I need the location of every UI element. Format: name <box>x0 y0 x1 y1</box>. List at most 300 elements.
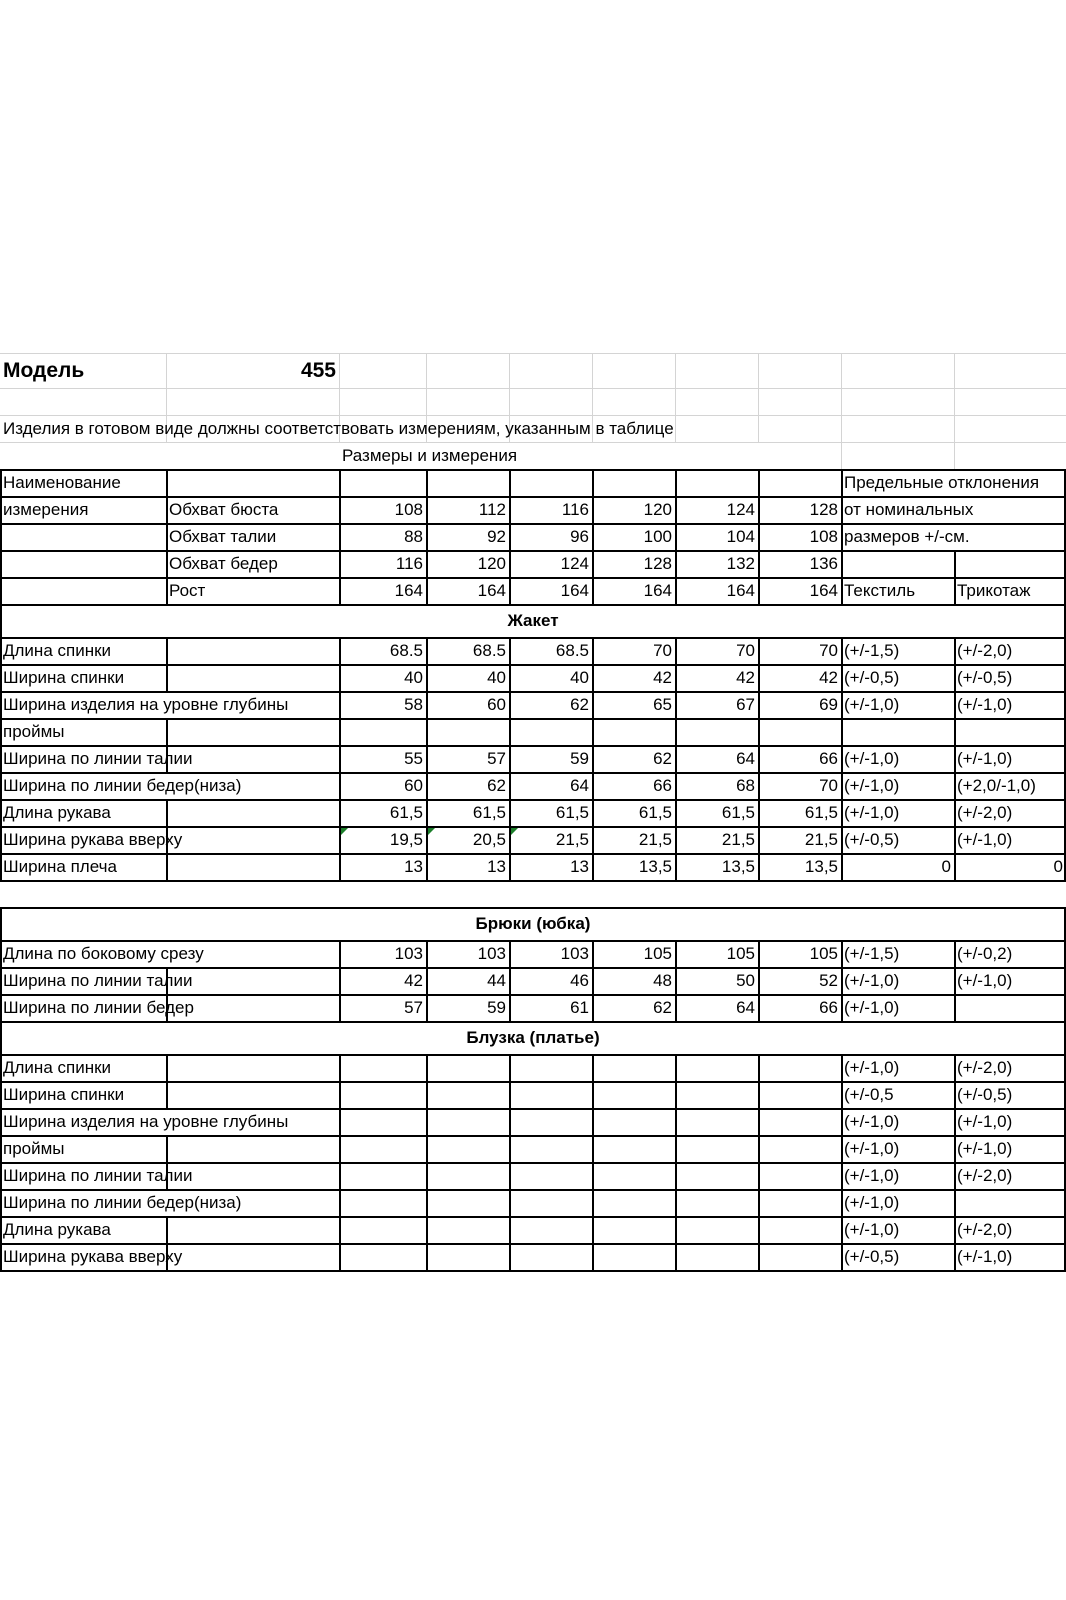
measurement-label: проймы <box>3 1139 65 1158</box>
grid-line <box>758 718 760 745</box>
measurement-value <box>426 718 509 745</box>
measurement-value: 21,5 <box>555 830 589 849</box>
grid-line <box>675 1135 677 1162</box>
grid-line <box>675 994 677 1021</box>
tolerance-knit: (+/-0,5) <box>957 1085 1013 1104</box>
measurement-label: Ширина спинки <box>3 668 125 687</box>
measurement-value <box>339 1108 426 1135</box>
measurement-value <box>592 1243 675 1270</box>
grid-line <box>426 745 428 772</box>
grid-line <box>339 745 341 772</box>
measurement-value: 103 <box>394 944 423 963</box>
tolerance-knit: (+2,0/-1,0) <box>957 776 1036 795</box>
grid-line <box>675 745 677 772</box>
grid-line <box>592 1081 594 1108</box>
tolerance-label-1: Предельные отклонения <box>844 473 1040 492</box>
grid-line <box>509 1108 511 1135</box>
grid-line <box>339 353 340 415</box>
grid-line <box>509 1189 511 1216</box>
tolerance-knit: (+/-1,0) <box>957 695 1013 714</box>
measurement-value: 21,5 <box>638 830 672 849</box>
measurement-value: 105 <box>809 944 838 963</box>
measurement-value: 13 <box>404 857 423 876</box>
grid-line <box>426 940 428 967</box>
measurement-value <box>426 1162 509 1189</box>
measurement-value: 50 <box>736 971 755 990</box>
measurement-value <box>339 1135 426 1162</box>
measurement-value <box>675 1243 758 1270</box>
measurement-value: 42 <box>653 668 672 687</box>
measurement-label: Ширина по линии талии <box>3 1166 193 1185</box>
tolerance-textile: 0 <box>941 857 951 876</box>
grid-line <box>592 967 594 994</box>
grid-line <box>0 880 1066 882</box>
measurement-value: 40 <box>404 668 423 687</box>
grid-line <box>426 1081 428 1108</box>
grid-line <box>426 1054 428 1081</box>
grid-line <box>841 799 843 826</box>
measurement-value <box>675 1189 758 1216</box>
grid-line <box>592 940 594 967</box>
grid-line <box>592 772 594 799</box>
col-knit: Трикотаж <box>957 581 1031 600</box>
tolerance-knit <box>954 1189 1066 1216</box>
grid-line <box>758 1108 760 1135</box>
measurement-value <box>758 1054 841 1081</box>
measurement-value: 60 <box>487 695 506 714</box>
size-value: 128 <box>809 500 838 519</box>
measurement-value <box>426 1081 509 1108</box>
measurement-value <box>675 1216 758 1243</box>
grid-line <box>339 1162 341 1189</box>
grid-line <box>592 1189 594 1216</box>
grid-line <box>509 1054 511 1081</box>
grid-line <box>758 637 760 664</box>
grid-line <box>841 940 843 967</box>
tolerance-knit: (+/-1,0) <box>957 971 1013 990</box>
grid-line <box>592 799 594 826</box>
grid-line <box>592 745 594 772</box>
grid-line <box>675 664 677 691</box>
grid-line <box>592 1216 594 1243</box>
measurement-value: 13 <box>570 857 589 876</box>
measurement-value <box>509 1054 592 1081</box>
grid-line <box>758 967 760 994</box>
grid-line <box>592 637 594 664</box>
measurement-value <box>675 718 758 745</box>
measurement-value: 103 <box>477 944 506 963</box>
measurement-value <box>758 1189 841 1216</box>
measurement-value <box>509 1108 592 1135</box>
measurement-value: 66 <box>819 749 838 768</box>
size-value: 104 <box>726 527 755 546</box>
size-row-label: Обхват талии <box>169 527 277 546</box>
measurement-value: 62 <box>487 776 506 795</box>
grid-line <box>339 940 341 967</box>
size-value: 100 <box>643 527 672 546</box>
measurement-value <box>426 1189 509 1216</box>
measurement-value: 70 <box>819 776 838 795</box>
size-value: 164 <box>809 581 838 600</box>
grid-line <box>841 1243 843 1270</box>
measurement-value: 61,5 <box>555 803 589 822</box>
tolerance-textile: (+/-1,0) <box>844 695 900 714</box>
grid-line <box>675 1081 677 1108</box>
tolerance-textile: (+/-0,5) <box>844 830 900 849</box>
name-label-1: Наименование <box>3 473 121 492</box>
grid-line <box>954 1054 956 1081</box>
measurement-value <box>592 1162 675 1189</box>
measurement-value: 21,5 <box>721 830 755 849</box>
grid-line <box>339 1189 341 1216</box>
grid-line <box>841 1054 843 1081</box>
grid-line <box>509 718 511 745</box>
grid-line <box>954 940 956 967</box>
measurement-label: Ширина по линии талии <box>3 749 193 768</box>
size-row-label: Обхват бедер <box>169 554 278 573</box>
size-value: 92 <box>487 527 506 546</box>
model-number: 455 <box>300 359 336 382</box>
grid-line <box>841 745 843 772</box>
grid-line <box>509 1162 511 1189</box>
section-title: Брюки (юбка) <box>475 914 591 933</box>
grid-line <box>954 1162 956 1189</box>
grid-line <box>758 745 760 772</box>
measurement-value <box>426 1216 509 1243</box>
grid-line <box>509 691 511 718</box>
grid-line <box>339 1054 341 1081</box>
measurement-value <box>675 1162 758 1189</box>
grid-line <box>841 353 842 415</box>
measurement-value: 20,5 <box>472 830 506 849</box>
grid-line <box>0 1270 1066 1272</box>
measurement-value: 42 <box>736 668 755 687</box>
measurement-value <box>592 1189 675 1216</box>
grid-line <box>675 718 677 745</box>
tolerance-textile <box>841 718 954 745</box>
grid-line <box>841 718 843 745</box>
size-value: 164 <box>394 581 423 600</box>
tolerance-knit: (+/-1,0) <box>957 1247 1013 1266</box>
grid-line <box>339 1135 341 1162</box>
measurement-value <box>675 1054 758 1081</box>
measurement-value: 68 <box>736 776 755 795</box>
measurement-value: 60 <box>404 776 423 795</box>
tolerance-textile: (+/-0,5) <box>844 668 900 687</box>
measurement-value: 40 <box>487 668 506 687</box>
grid-line <box>954 826 956 853</box>
grid-line <box>426 1135 428 1162</box>
grid-line <box>675 691 677 718</box>
grid-line <box>954 772 956 799</box>
grid-line <box>758 1243 760 1270</box>
size-value: 96 <box>570 527 589 546</box>
grid-line <box>426 1243 428 1270</box>
grid-line <box>841 772 843 799</box>
tolerance-knit: 0 <box>1053 857 1063 876</box>
size-value: 116 <box>395 554 423 573</box>
measurement-value: 67 <box>736 695 755 714</box>
grid-line <box>339 853 341 880</box>
measurement-value: 13,5 <box>638 857 672 876</box>
grid-line <box>841 442 842 469</box>
grid-line <box>954 637 956 664</box>
tolerance-label-2: от номинальных <box>844 500 974 519</box>
tolerance-textile: (+/-1,0) <box>844 1112 900 1131</box>
grid-line <box>509 637 511 664</box>
size-value: 120 <box>643 500 672 519</box>
measurement-label: Длина рукава <box>3 1220 111 1239</box>
measurement-value: 70 <box>819 641 838 660</box>
grid-line <box>339 994 341 1021</box>
grid-line <box>592 664 594 691</box>
grid-line <box>509 664 511 691</box>
measurement-label: Ширина изделия на уровне глубины <box>3 695 289 714</box>
grid-line <box>339 1108 341 1135</box>
grid-line <box>426 853 428 880</box>
size-value: 124 <box>726 500 755 519</box>
grid-line <box>954 1216 956 1243</box>
measurement-value <box>339 1189 426 1216</box>
size-row-label: Рост <box>169 581 206 600</box>
grid-line <box>339 1081 341 1108</box>
section-title: Блузка (платье) <box>466 1028 600 1047</box>
measurement-value: 66 <box>653 776 672 795</box>
grid-line <box>954 853 956 880</box>
cell-warning-marker <box>511 828 518 835</box>
measurement-value: 65 <box>653 695 672 714</box>
grid-line <box>675 353 676 415</box>
grid-line <box>592 1108 594 1135</box>
measurement-value <box>675 1108 758 1135</box>
measurement-value: 68.5 <box>555 641 589 660</box>
grid-line <box>758 772 760 799</box>
section-title: Жакет <box>507 611 559 630</box>
size-row-label: Обхват бюста <box>169 500 279 519</box>
grid-line <box>954 442 955 469</box>
measurement-value <box>758 1135 841 1162</box>
measurement-value: 42 <box>819 668 838 687</box>
grid-line <box>592 1243 594 1270</box>
measurement-value: 68.5 <box>472 641 506 660</box>
grid-line <box>675 1189 677 1216</box>
grid-line <box>954 799 956 826</box>
measurement-value <box>509 1081 592 1108</box>
measurement-label: Ширина по линии талии <box>3 971 193 990</box>
grid-line <box>592 853 594 880</box>
size-value: 108 <box>809 527 838 546</box>
measurement-label: Ширина по линии бедер(низа) <box>3 776 242 795</box>
measurement-value <box>758 718 841 745</box>
measurement-value <box>339 1243 426 1270</box>
grid-line <box>954 1243 956 1270</box>
grid-line <box>841 1081 843 1108</box>
measurement-value <box>509 1216 592 1243</box>
measurement-value: 44 <box>487 971 506 990</box>
grid-line <box>758 691 760 718</box>
measurement-value: 40 <box>570 668 589 687</box>
measurement-value <box>339 718 426 745</box>
measurement-value: 62 <box>570 695 589 714</box>
grid-line <box>509 799 511 826</box>
grid-line <box>954 353 955 415</box>
grid-line <box>592 353 593 415</box>
tolerance-knit: (+/-1,0) <box>957 830 1013 849</box>
measurement-value <box>592 718 675 745</box>
grid-line <box>592 1054 594 1081</box>
cell-warning-marker <box>428 828 435 835</box>
size-value: 164 <box>726 581 755 600</box>
grid-line <box>954 691 956 718</box>
tolerance-knit: (+/-2,0) <box>957 1166 1013 1185</box>
tolerance-textile: (+/-1,5) <box>844 641 900 660</box>
tolerance-textile: (+/-1,0) <box>844 971 900 990</box>
measurement-value <box>426 1135 509 1162</box>
grid-line <box>758 353 759 415</box>
grid-line <box>675 1216 677 1243</box>
measurement-label: проймы <box>3 722 65 741</box>
grid-line <box>954 664 956 691</box>
grid-line <box>675 772 677 799</box>
grid-line <box>426 691 428 718</box>
grid-line <box>954 1189 956 1216</box>
grid-line <box>841 1162 843 1189</box>
measurement-value <box>509 1162 592 1189</box>
tolerance-knit: (+/-0,5) <box>957 668 1013 687</box>
grid-line <box>0 388 1066 389</box>
grid-line <box>426 1108 428 1135</box>
measurement-value: 61,5 <box>804 803 838 822</box>
size-value: 112 <box>478 500 506 519</box>
tolerance-textile: (+/-1,0) <box>844 998 900 1017</box>
grid-line <box>954 1135 956 1162</box>
measurement-value: 57 <box>404 998 423 1017</box>
measurement-value: 61,5 <box>472 803 506 822</box>
tolerance-knit: (+/-2,0) <box>957 641 1013 660</box>
grid-line <box>339 691 341 718</box>
grid-line <box>592 826 594 853</box>
measurement-value <box>592 1081 675 1108</box>
tolerance-textile: (+/-1,0) <box>844 1139 900 1158</box>
tolerance-knit: (+/-0,2) <box>957 944 1013 963</box>
measurement-value: 103 <box>560 944 589 963</box>
grid-line <box>339 967 341 994</box>
grid-line <box>339 718 341 745</box>
grid-line <box>509 1216 511 1243</box>
grid-line <box>758 799 760 826</box>
col-textile: Текстиль <box>844 581 916 600</box>
measurement-value <box>592 1054 675 1081</box>
grid-line <box>675 1162 677 1189</box>
grid-line <box>339 772 341 799</box>
grid-line <box>758 853 760 880</box>
tolerance-knit: (+/-1,0) <box>957 749 1013 768</box>
grid-line <box>758 1189 760 1216</box>
size-value: 136 <box>809 554 838 573</box>
sizes-title: Размеры и измерения <box>342 446 518 465</box>
grid-line <box>592 1135 594 1162</box>
grid-line <box>758 664 760 691</box>
grid-line <box>509 967 511 994</box>
grid-line <box>675 1054 677 1081</box>
grid-line <box>841 664 843 691</box>
measurement-value: 13,5 <box>721 857 755 876</box>
measurement-label: Ширина рукава вверху <box>3 1247 183 1266</box>
measurement-value: 58 <box>404 695 423 714</box>
measurement-value: 42 <box>404 971 423 990</box>
model-label: Модель <box>3 359 85 382</box>
grid-line <box>758 994 760 1021</box>
grid-line <box>339 799 341 826</box>
measurement-label: Длина спинки <box>3 1058 112 1077</box>
measurement-value: 61,5 <box>638 803 672 822</box>
grid-line <box>426 967 428 994</box>
measurement-value: 70 <box>653 641 672 660</box>
size-value: 164 <box>560 581 589 600</box>
grid-line <box>339 637 341 664</box>
grid-line <box>954 1081 956 1108</box>
measurement-value <box>675 1081 758 1108</box>
grid-line <box>426 664 428 691</box>
tolerance-textile: (+/-1,0) <box>844 1193 900 1212</box>
measurement-value: 13 <box>487 857 506 876</box>
measurement-value: 68.5 <box>389 641 423 660</box>
grid-line <box>426 994 428 1021</box>
size-value: 124 <box>560 554 589 573</box>
measurement-value <box>509 1243 592 1270</box>
grid-line <box>592 718 594 745</box>
measurement-value: 105 <box>643 944 672 963</box>
cell-warning-marker <box>341 828 348 835</box>
measurement-value: 61,5 <box>721 803 755 822</box>
size-value: 164 <box>643 581 672 600</box>
grid-line <box>758 1216 760 1243</box>
measurement-value: 19,5 <box>389 830 423 849</box>
size-value: 132 <box>726 554 755 573</box>
grid-line <box>592 994 594 1021</box>
grid-line <box>758 940 760 967</box>
measurement-value <box>758 1081 841 1108</box>
grid-line <box>426 772 428 799</box>
tolerance-textile: (+/-1,0) <box>844 1058 900 1077</box>
grid-line <box>509 745 511 772</box>
tolerance-knit: (+/-2,0) <box>957 803 1013 822</box>
grid-line <box>675 940 677 967</box>
size-value: 116 <box>561 500 589 519</box>
tolerance-knit: (+/-1,0) <box>957 1112 1013 1131</box>
measurement-value <box>509 718 592 745</box>
measurement-value: 55 <box>404 749 423 768</box>
grid-line <box>758 826 760 853</box>
tolerance-textile: (+/-1,0) <box>844 749 900 768</box>
name-label-2: измерения <box>3 500 89 519</box>
measurement-label: Длина рукава <box>3 803 111 822</box>
grid-line <box>758 1054 760 1081</box>
grid-line <box>509 1081 511 1108</box>
measurement-label: Ширина по линии бедер(низа) <box>3 1193 242 1212</box>
measurement-value <box>339 1081 426 1108</box>
grid-line <box>509 940 511 967</box>
measurement-label: Длина по боковому срезу <box>3 944 204 963</box>
grid-line <box>841 853 843 880</box>
measurement-value: 64 <box>570 776 589 795</box>
measurement-value <box>592 1108 675 1135</box>
grid-line <box>841 1189 843 1216</box>
size-value: 164 <box>477 581 506 600</box>
grid-line <box>675 637 677 664</box>
measurement-value <box>509 1135 592 1162</box>
measurement-label: Ширина плеча <box>3 857 117 876</box>
